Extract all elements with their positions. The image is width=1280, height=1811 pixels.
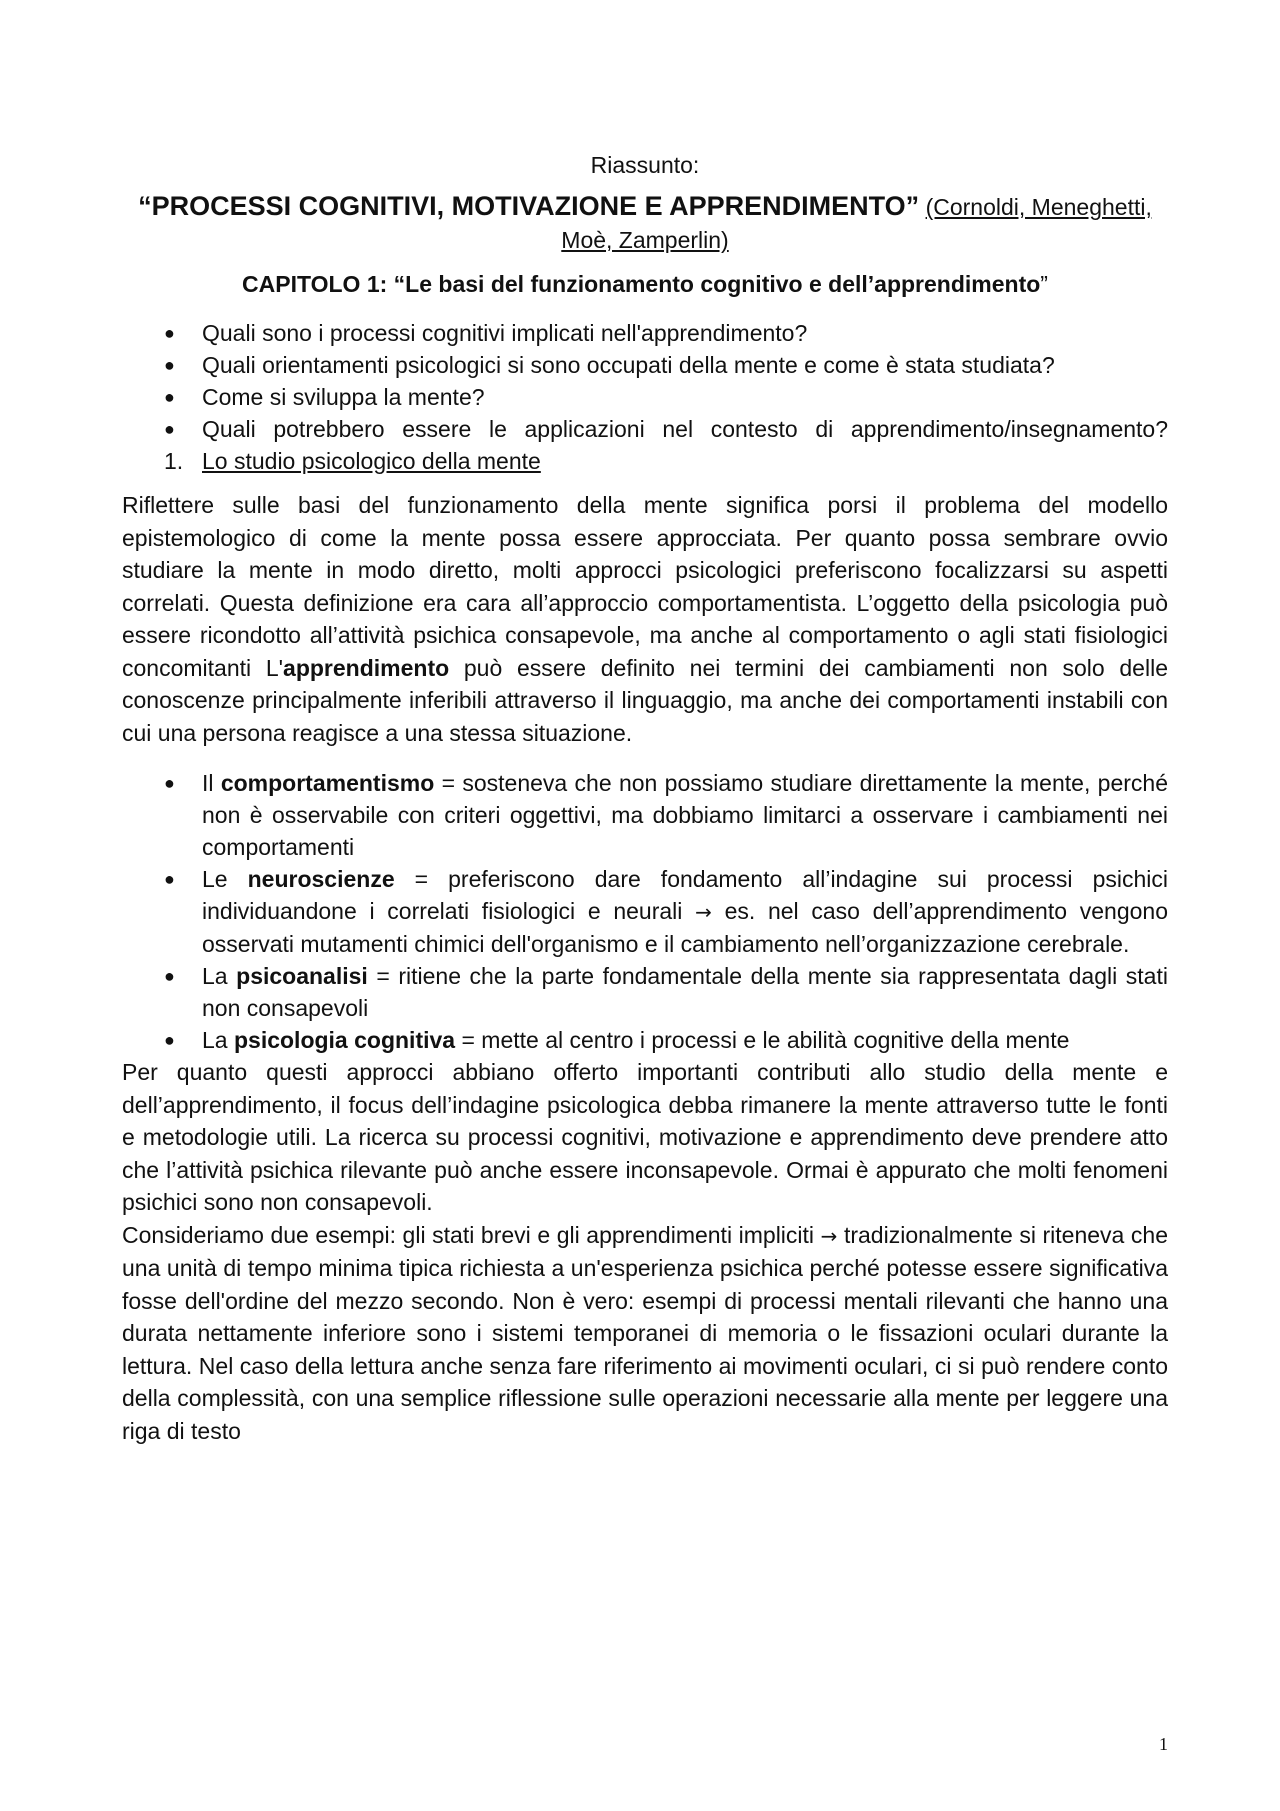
term-psicologia-cognitiva: psicologia cognitiva xyxy=(233,1027,456,1053)
page-content xyxy=(122,150,1168,1447)
list-item xyxy=(122,381,1168,413)
term-neuroscienze: neuroscienze xyxy=(247,866,395,892)
bullet-icon: ● xyxy=(164,966,175,986)
list-item xyxy=(122,413,1168,445)
item-text: = ritiene che la parte fondamentale della mente sia rappresentata dagli stati non consapevoli xyxy=(202,963,1168,1021)
arrow-right-icon: → xyxy=(695,900,712,924)
term-apprendimento: apprendimento xyxy=(283,654,450,681)
paragraph-text: Riflettere sulle basi del funzionamento della mente significa porsi il problema del modello epistemologico di come la mente possa essere approcciata. Per quanto possa sembrare ovvio studiare la mente in modo diretto, molti approcci psicologici preferiscono focalizzarsi su aspetti correlati. Questa definizione era cara all’approccio comportamentista. L’oggetto della psicologia può essere ricondotto all’attività psichica consapevole, ma anche al comportamento o agli stati fisiologici concomitanti L' xyxy=(122,492,1168,681)
bullet-icon: ● xyxy=(164,323,175,343)
bullet-icon: ● xyxy=(164,773,175,793)
paragraph-text: tradizionalmente si riteneva che una unità di tempo minima tipica richiesta a un'esperienza psichica perché potesse essere significativa fosse dell'ordine del mezzo secondo. Non è vero: esempi di processi mentali rilevanti che hanno una durata nettamente inferiore sono i sistemi temporanei di memoria o le fissazioni oculari durante la lettura. Nel caso della lettura anche senza fare riferimento ai movimenti oculari, ci si può rendere conto della complessità, con una semplice riflessione sulle operazioni necessarie alla mente per leggere una riga di testo xyxy=(122,1221,1168,1444)
item-prefix: La xyxy=(202,1027,234,1053)
question-text: Quali potrebbero essere le applicazioni nel contesto di apprendimento/insegnamento? xyxy=(202,416,1168,442)
paragraph-examples xyxy=(122,1219,1168,1448)
bullet-icon: ● xyxy=(164,419,175,439)
bullet-icon: ● xyxy=(164,869,175,889)
list-item xyxy=(122,349,1168,381)
item-prefix: Le xyxy=(202,866,248,892)
book-title-block xyxy=(122,190,1168,257)
question-text: Quali orientamenti psicologici si sono occupati della mente e come è stata studiata? xyxy=(202,352,1055,378)
section-heading xyxy=(122,445,1168,477)
bullet-icon: ● xyxy=(164,387,175,407)
section-title: Lo studio psicologico della mente xyxy=(202,448,541,474)
list-item xyxy=(122,863,1168,960)
paragraph-intro xyxy=(122,489,1168,749)
bullet-icon: ● xyxy=(164,1030,175,1050)
paragraph-approaches-summary: Per quanto questi approcci abbiano offerto importanti contributi allo studio della mente e dell’apprendimento, il focus dell’indagine psicologica debba rimanere la mente attraverso tutte le fonti e metodologie utili. La ricerca su processi cognitivi, motivazione e apprendimento deve prendere atto che l’attività psichica rilevante può anche essere inconsapevole. Ormai è appurato che molti fenomeni psichici sono non consapevoli. xyxy=(122,1059,1168,1215)
chapter-closing-quote: ” xyxy=(1040,271,1048,297)
list-item xyxy=(122,317,1168,349)
chapter-title xyxy=(122,269,1168,299)
summary-label: Riassunto: xyxy=(590,152,700,178)
section-number: 1. xyxy=(164,448,184,474)
bullet-icon: ● xyxy=(164,355,175,375)
book-authors: (Cornoldi, Meneghetti, Moè, Zamperlin) xyxy=(561,194,1152,253)
list-item xyxy=(122,960,1168,1024)
item-text: es. nel caso dell’apprendimento vengono osservati mutamenti chimici dell'organismo e il cambiamento nell’organizzazione cerebrale. xyxy=(202,898,1168,957)
list-item xyxy=(122,767,1168,863)
term-psicoanalisi: psicoanalisi xyxy=(236,963,368,989)
item-text: = sosteneva che non possiamo studiare direttamente la mente, perché non è osservabile con criteri oggettivi, ma dobbiamo limitarci a osservare i cambiamenti nei comportamenti xyxy=(202,770,1168,860)
approaches-list xyxy=(122,767,1168,1056)
item-prefix: La xyxy=(202,963,237,989)
book-title: “PROCESSI COGNITIVI, MOTIVAZIONE E APPRENDIMENTO” xyxy=(138,191,920,221)
item-text: = preferiscono dare fondamento all’indagine sui processi psichici individuandone i correlati fisiologici e neurali xyxy=(202,866,1168,924)
question-text: Come si sviluppa la mente? xyxy=(202,384,485,410)
arrow-right-icon: → xyxy=(820,1223,838,1248)
guiding-questions-list xyxy=(122,317,1168,445)
item-text: = mette al centro i processi e le abilità cognitive della mente xyxy=(455,1027,1070,1053)
term-comportamentismo: comportamentismo xyxy=(220,770,435,796)
question-text: Quali sono i processi cognitivi implicati nell'apprendimento? xyxy=(202,320,808,346)
page-number: 1 xyxy=(1159,1734,1168,1754)
chapter-label: CAPITOLO 1: “Le basi del funzionamento cognitivo e dell’apprendimento xyxy=(242,271,1041,297)
list-item xyxy=(122,1024,1168,1056)
item-prefix: Il xyxy=(202,770,221,796)
paragraph-text: può essere definito nei termini dei cambiamenti non solo delle conoscenze principalmente inferibili attraverso il linguaggio, ma anche dei comportamenti instabili con cui una persona reagisce a una stessa situazione. xyxy=(122,654,1168,746)
paragraph-text: Consideriamo due esempi: gli stati brevi e gli apprendimenti impliciti xyxy=(122,1221,821,1248)
